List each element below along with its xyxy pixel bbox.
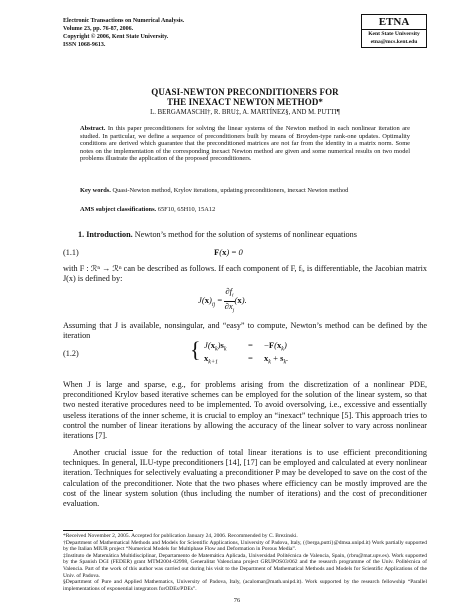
- journal-header: [63, 17, 184, 49]
- paragraph-preconditioning: Another crucial issue for the reduction of total linear iterations is to use efficient preconditioning techniques. In general, ILU-type preconditioners [14], [17] can be employed and calculated at every nonlinear iteration. Techniques for selectively evaluating a preconditioner P may be developed to save on the cost of the calculation of the preconditioner. Note that the two phases where efficiency can be mostly improved are the cost of the linear system solution (thus including the number of iterations) and the cost of preconditioner evaluation.: [63, 448, 427, 509]
- etna-email: etna@mcs.kent.edu: [370, 38, 418, 45]
- journal-name: Electronic Transactions on Numerical Analysis.: [63, 18, 185, 24]
- keywords: [80, 187, 410, 195]
- abstract-label: Abstract.: [80, 125, 106, 132]
- equation-1-1: F(x) = 0: [214, 247, 243, 257]
- equation-number-1-1: (1.1): [63, 248, 79, 257]
- footnote-bru: ‡Instituto de Matemática Multidisciplinar, Departamento de Matemática Aplicada, Universidad Politécnica de Valencia, Spain, (rbru@mat.upv.es). Work supported by the Spanish DGI (FEDER) grant MTM2004-02998, Generalitat Valenciana project GRUPOS03/062 and the research programme of the Univ. Politècnica of Valencia. Part of the work of this author was carried out during his visit to the Department of Mathematical Methods and Models for Scientific Applications of the Univ. of Padova.: [63, 552, 427, 579]
- footnote-martinez: §Department of Pure and Applied Mathematics, University of Padova, Italy, (acalomar@math.unipd.it). Work supported by the research fellowship “Parallel implementations of exponential integrators forODEs/PDEs”.: [63, 579, 427, 592]
- footnotes: [63, 533, 427, 592]
- paper-title-line2: THE INEXACT NEWTON METHOD*: [166, 97, 324, 107]
- paper-title-line1: QUASI-NEWTON PRECONDITIONERS FOR: [151, 87, 339, 97]
- section-number: 1.: [78, 230, 85, 239]
- ams-classifications: [80, 206, 410, 214]
- journal-copyright: Copyright © 2006, Kent State University.: [63, 34, 169, 41]
- page-number: 76: [233, 597, 241, 604]
- paragraph-inexact-newton: When J is large and sparse, e.g., for problems arising from the discretization of a nonlinear PDE, preconditioned Krylov based iterative schemes can be employed for the solution of the linear system, so that two nested iterative procedures need to be implemented. To avoid oversolving, i.e., excessive and essentially useless iterations of the inner scheme, it is crucial to employ an “inexact” technique [5]. This approach tries to control the number of linear iterations by allowing the accuracy of the linear solver to vary across nonlinear iterations [7].: [63, 380, 427, 441]
- keywords-text: Quasi-Newton method, Krylov iterations, updating preconditioners, inexact Newton method: [112, 187, 349, 194]
- etna-box: [361, 14, 427, 48]
- abstract-text: In this paper preconditioners for solving the linear systems of the Newton method in each nonlinear iteration are studied. In particular, we define a sequence of preconditioners built by means of Broyden-type rank-one updates. Optimality conditions are derived which guarantee that the preconditioned matrices are not far from the identity in a matrix norm. Some notes on the implementation of the corresponding inexact Newton method are given and some numerical results on two model problems illustrate the application of the proposed preconditioners.: [80, 125, 410, 163]
- section-title: Introduction.: [86, 230, 133, 239]
- keywords-label: Key words.: [80, 187, 111, 194]
- journal-volume: Volume 23, pp. 76-87, 2006.: [63, 26, 134, 33]
- etna-institution: [362, 31, 426, 46]
- paragraph-jacobian-intro: with F : ℛⁿ → ℛⁿ can be described as follows. If each component of F, fᵢ, is differentiable, the Jacobian matrix J(x) is defined by:: [63, 264, 427, 284]
- journal-issn: ISSN 1068-9613.: [63, 42, 106, 49]
- equation-number-1-2: (1.2): [63, 349, 79, 358]
- footnote-received: *Received November 2, 2005. Accepted for publication January 24, 2006. Recommended by C. Brezinski.: [63, 533, 298, 539]
- section-introduction: [78, 230, 357, 239]
- ams-text: 65F10, 65H10, 15A12: [157, 206, 216, 213]
- equation-jacobian: $J(x)_{ij}$ = $\frac{\partial f_i}{\partial x_j}$ (x).: [198, 286, 247, 314]
- paper-page: Electronic Transactions on Numerical Analysis. Volume 23, pp. 76-87, 2006. Copyright © 2006, Kent State University. ISSN 1068-9613. ETNA Kent State University etna@mcs.kent.edu QUASI-NEWTON PRECONDITIONERS FOR THE INEXACT NEWTON METHOD* L. BERGAMASCHI†, R. BRU‡, A. MARTÍNEZ§, AND M. PUTTI¶ Abstract. In this paper preconditioners for solving the linear systems of the Newton method in each nonlinear iteration are studied. In particular, we define a sequence of preconditioners built by means of Broyden-type rank-one updates. Optimality conditions are derived which guarantee that the preconditioned matrices are not far from the identity in a matrix norm. Some notes on the implementation of the corresponding inexact Newton method are given and some numerical results on two model problems illustrate the application of the proposed preconditioners. Key words. Quasi-Newton method, Krylov iterations, updating preconditioners, inexact Newton method AMS subject classifications. 65F10, 65H10, 15A12 1. Introduction. Newton’s method for the solution of systems of nonlinear equations (1.1) F(x) = 0 with F : ℛⁿ → ℛⁿ can be described as follows. If each component of F, fᵢ, is differentiable, the Jacobian matrix J(x) is defined by: $J(x)_{ij}$ = $\frac{\partial f_i}{\partial x_j}$ (x). Assuming that J is available, nonsingular, and “easy” to compute, Newton’s method can be defined by the iteration (1.2) { $J(x_k)s_k$ = $-F(x_k)$ $x_{k+1}$ = $x_k + s_k$. When J is large and sparse, e.g., for problems arising from the discretization of a nonlinear PDE, preconditioned Krylov based iterative schemes can be employed for the solution of the linear system, so that two nested iterative procedures need to be implemented. To avoid oversolving, i.e., excessive and essentially useless iterations of the inner scheme, it is crucial to employ an “inexact” technique [5]. This approach tries to control the number of linear iterations by allowing the accuracy of the linear solver to vary across nonlinear iterations [7]. Another crucial issue for the reduction of total linear iterations is to use efficient preconditioning techniques. In general, ILU-type preconditioners [14], [17] can be employed and calculated at every nonlinear iteration. Techniques for selectively evaluating a preconditioner P may be developed to save on the cost of the calculation of the preconditioner. Note that the two phases where efficiency can be mostly improved are the cost of the linear system solution (thus including the number of iterations) and the cost of preconditioner evaluation. *Received November 2, 2005. Accepted for publication January 24, 2006. Recommended by C. Brezinski. †Department of Mathematical Methods and Models for Scientific Applications, University of Padova, Italy, ({berga,putti}@dmsa.unipd.it) Work partially supported by the Italian MIUR project “Numerical Models for Multiphase Flow and Deformation in Porous Media”. ‡Instituto de Matemática Multidisciplinar, Departamento de Matemática Aplicada, Universidad Politécnica de Valencia, Spain, (rbru@mat.upv.es). Work supported by the Spanish DGI (FEDER) grant MTM2004-02998, Generalitat Valenciana project GRUPOS03/062 and the research programme of the Univ. Politècnica of Valencia. Part of the work of this author was carried out during his visit to the Department of Mathematical Methods and Models for Scientific Applications of the Univ. of Padova. §Department of Pure and Applied Mathematics, University of Padova, Italy, (acalomar@math.unipd.it). Work supported by the research fellowship “Parallel implementations of exponential integrators forODEs/PDEs”. 76: [0, 0, 474, 613]
- footnote-bergamaschi-putti: †Department of Mathematical Methods and Models for Scientific Applications, University of Padova, Italy, ({berga,putti}@dmsa.unipd.it) Work partially supported by the Italian MIUR project “Numerical Models for Multiphase Flow and Deformation in Porous Media”.: [63, 539, 427, 553]
- paper-authors: L. BERGAMASCHI†, R. BRU‡, A. MARTÍNEZ§, AND M. PUTTI¶: [150, 109, 340, 116]
- jacobian-fraction: $\frac{\partial f_i}{\partial x_j}$: [224, 286, 235, 314]
- ams-label: AMS subject classifications.: [80, 206, 157, 213]
- section-lead: Newton’s method for the solution of systems of nonlinear equations: [134, 230, 357, 239]
- footnote-rule: [63, 530, 133, 531]
- etna-title: ETNA: [378, 16, 410, 28]
- abstract: [80, 125, 410, 163]
- paragraph-newton-iteration: Assuming that J is available, nonsingular, and “easy” to compute, Newton’s method can be defined by the iteration: [63, 321, 427, 341]
- etna-university: Kent State University: [368, 31, 420, 37]
- etna-separator: [362, 29, 426, 30]
